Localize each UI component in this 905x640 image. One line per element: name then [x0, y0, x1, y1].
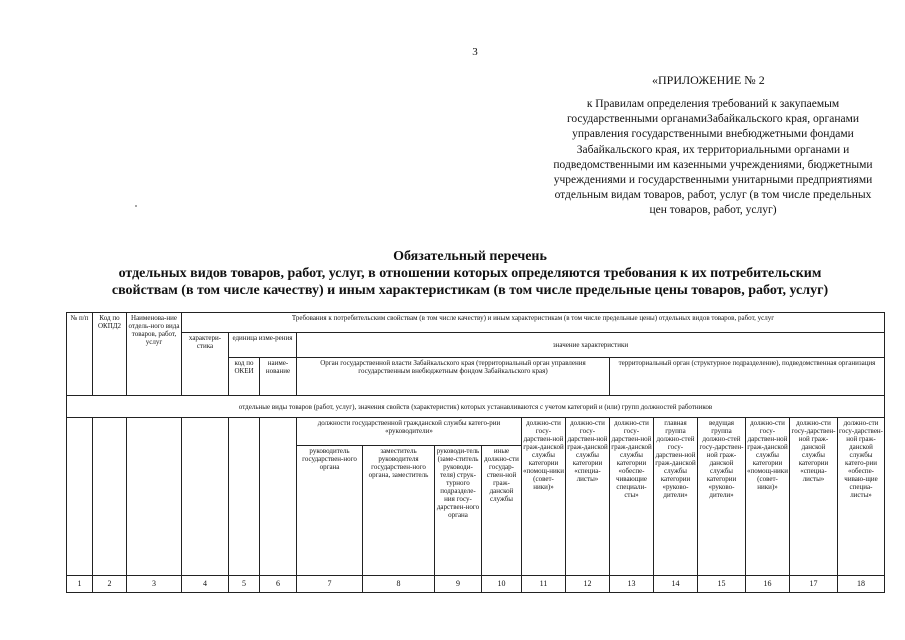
col-11-header: должно-сти госу-дарствен-ной граж-данской службы категории «помощ-ники (совет-ники)»	[522, 418, 566, 576]
col-number: 8	[363, 576, 435, 593]
col-number: 11	[522, 576, 566, 593]
appendix-text: к Правилам определения требований к закупаемым государственными органамиЗабайкальского края, органами управления государственными внебюджетными фондами Забайкальского края, их территориальными органами и подведомственными им казенными учреждениями, бюджетными учреждениями и государственными унитарными предприятиями отдельным видам товаров, работ, услуг (в том числе предельных цен товаров, работ, услуг)	[553, 98, 873, 217]
col-number: 16	[746, 576, 790, 593]
col-number: 9	[435, 576, 482, 593]
col-9-header: руководи-тель (заме-ститель руководи-теля) струк-турного подразделе-ния госу-дарствен-ного органа	[435, 446, 482, 576]
col-number: 4	[182, 576, 229, 593]
document-subtitle-line-2: свойствам (в том числе качеству) и иным характеристикам (в том числе предельные цены товаров, работ, услуг)	[111, 283, 829, 298]
col-14-header: главная группа должно-стей госу-дарствен-ной граж-данской службы категории «руково-дители»	[654, 418, 698, 576]
col-number: 12	[566, 576, 610, 593]
col-16-header: должно-сти госу-дарствен-ной граж-данской службы категории «помощ-ники (совет-ники)»	[746, 418, 790, 576]
col-number: 13	[610, 576, 654, 593]
header-characteristic: характери-стика	[182, 333, 229, 396]
header-value: значение характеристики	[297, 333, 885, 358]
col-13-header: должно-сти госу-дарствен-ной граж-данской службы категории «обеспе-чивающие специали-сты»	[610, 418, 654, 576]
col-number: 2	[93, 576, 127, 593]
section-row: отдельные виды товаров (работ, услуг), значения свойств (характеристик) которых устанавливаются с учетом категорий и (или) групп должностей работников	[67, 396, 885, 418]
col-17-header: должно-сти госу-дарствен-ной граж-данской службы категории «специа-листы»	[790, 418, 838, 576]
scan-speck	[135, 205, 137, 207]
col-number: 18	[838, 576, 885, 593]
col-number: 1	[67, 576, 93, 593]
header-okpd2: Код по ОКПД2	[93, 313, 127, 396]
header-unit-code: код по ОКЕИ	[229, 358, 260, 396]
col-number: 3	[127, 576, 182, 593]
document-subtitle-line-1: отдельных видов товаров, работ, услуг, в отношении которых определяются требования к их потребительским	[118, 266, 822, 281]
appendix-title: «ПРИЛОЖЕНИЕ № 2	[652, 73, 765, 87]
requirements-table	[66, 312, 885, 593]
header-managers-group: должности государственной гражданской службы катего-рии «руководители»	[297, 418, 522, 446]
col-number: 7	[297, 576, 363, 593]
col-number: 5	[229, 576, 260, 593]
header-regional-authority: Орган государственной власти Забайкальского края (территориальный орган управления государственным внебюджетным фондом Забайкальского края)	[297, 358, 610, 396]
col-10-header: иные должно-сти государ-ствен-ной граж-данской службы	[482, 446, 522, 576]
header-territorial-organ: территориальный орган (структурное подразделение), подведомственная организация	[610, 358, 885, 396]
header-number: № п/п	[67, 313, 93, 396]
col-12-header: должно-сти госу-дарствен-ной граж-данской службы категории «специа-листы»	[566, 418, 610, 576]
document-title: Обязательный перечень	[393, 249, 547, 264]
header-requirements: Требования к потребительским свойствам (в том числе качеству) и иным характеристикам (в том числе предельные цены) отдельных видов товаров, работ, услуг	[182, 313, 885, 333]
col-8-header: заместитель руководителя государствен-ного органа, заместитель	[363, 446, 435, 576]
page-number: 3	[472, 46, 478, 58]
col-number: 17	[790, 576, 838, 593]
header-unit: единица изме-рения	[229, 333, 297, 358]
col-7-header: руководитель государствен-ного органа	[297, 446, 363, 576]
col-number: 10	[482, 576, 522, 593]
col-number: 14	[654, 576, 698, 593]
col-number: 15	[698, 576, 746, 593]
header-item-name: Наименова-ние отдель-ного вида товаров, работ, услуг	[127, 313, 182, 396]
col-number: 6	[260, 576, 297, 593]
header-unit-name: наиме-нование	[260, 358, 297, 396]
col-18-header: должно-сти госу-дарствен-ной граж-данской службы катего-рии «обеспе-чиваю-щие специа-листы»	[838, 418, 885, 576]
col-15-header: ведущая группа должно-стей госу-дарствен-ной граж-данской службы категории «руково-дители»	[698, 418, 746, 576]
